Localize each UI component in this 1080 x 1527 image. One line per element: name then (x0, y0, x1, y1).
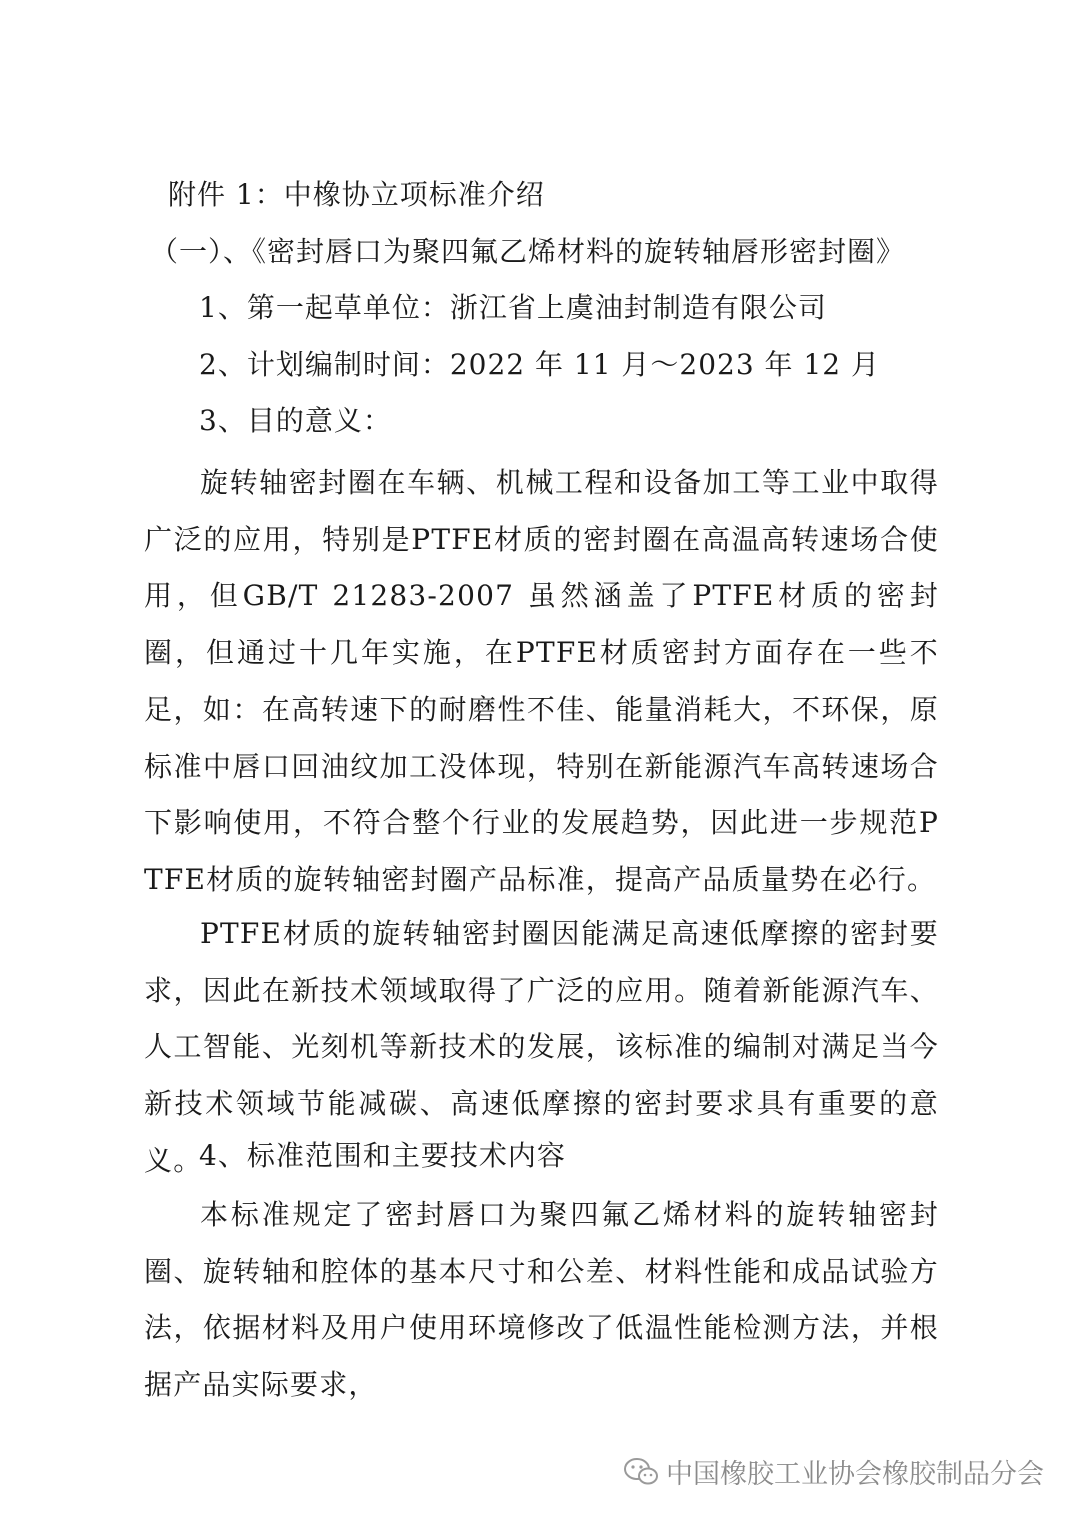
wechat-icon (622, 1455, 660, 1489)
item-schedule: 2、计划编制时间：2022 年 11 月～2023 年 12 月 (199, 348, 880, 381)
purpose-paragraph-2: PTFE材质的旋转轴密封圈因能满足高速低摩擦的密封要求，因此在新技术领域取得了广泛的应用。随着新能源汽车、人工智能、光刻机等新技术的发展，该标准的编制对满足当今新技术领域节能减碳、高速低摩擦的密封要求具有重要的意义。 (144, 917, 939, 1177)
item-purpose: 3、目的意义： (199, 404, 392, 437)
item-scope: 4、标准范围和主要技术内容 (199, 1139, 566, 1172)
attachment-title: 附件 1：中橡协立项标准介绍 (168, 178, 545, 211)
item-first-drafter: 1、第一起草单位：浙江省上虞油封制造有限公司 (199, 291, 827, 324)
section-title: （一）、《密封唇口为聚四氟乙烯材料的旋转轴唇形密封圈》 (150, 235, 906, 268)
watermark-text: 中国橡胶工业协会橡胶制品分会 (666, 1459, 1044, 1490)
purpose-paragraph-1: 旋转轴密封圈在车辆、机械工程和设备加工等工业中取得广泛的应用，特别是PTFE材质的密封圈在高温高转速场合使用，但GB/T 21283-2007 虽然涵盖了PTFE材质的密封圈，但通过十几年实施，在PTFE材质密封方面存在一些不足，如：在高转速下的耐磨性不佳、能量消耗大，不环保，原标准中唇口回油纹加工没体现，特别在新能源汽车高转速场合下影响使用，不符合整个行业的发展趋势，因此进一步规范PTFE材质的旋转轴密封圈产品标准，提高产品质量势在必行。 (144, 466, 939, 896)
watermark (622, 1452, 1044, 1491)
scope-paragraph: 本标准规定了密封唇口为聚四氟乙烯材料的旋转轴密封圈、旋转轴和腔体的基本尺寸和公差、材料性能和成品试验方法，依据材料及用户使用环境修改了低温性能检测方法，并根据产品实际要求， (144, 1198, 939, 1402)
